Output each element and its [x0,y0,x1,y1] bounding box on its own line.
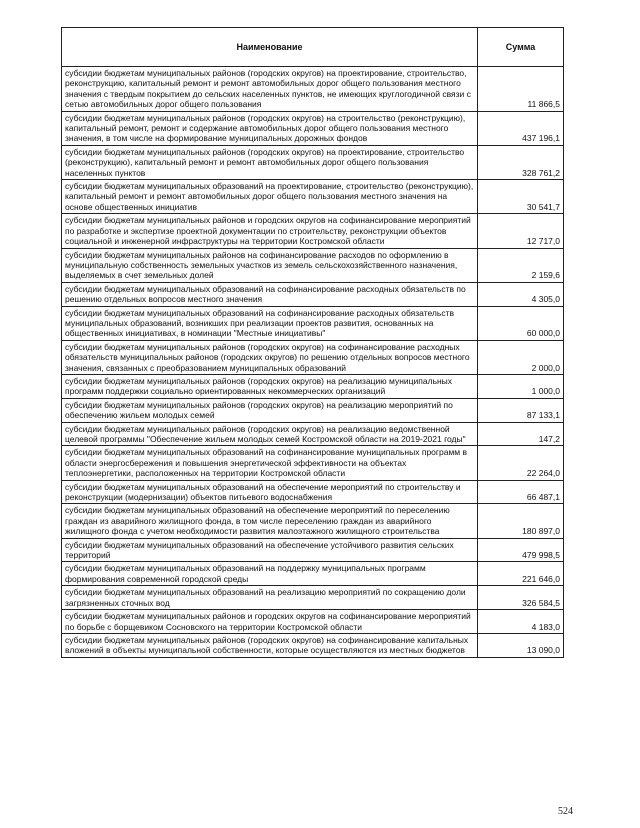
table-row [62,504,564,538]
table-row [62,248,564,282]
row-name: субсидии бюджетам муниципальных образований на проектирование, строительство (реконструкцию), капитальный ремонт и ремонт автомобильных дорог общего пользования местного значения на основе общественных инициатив [62,180,478,214]
table-row [62,586,564,610]
page-number: 524 [558,806,573,817]
row-name: субсидии бюджетам муниципальных районов (городских округов) на софинансирование капитальных вложений в объекты муниципальной собственности, которые осуществляются из местных бюджетов [62,633,478,657]
row-name: субсидии бюджетам муниципальных районов (городских округов) на реализацию ведомственной целевой программы "Обеспечение жильем молодых семей Костромской области на 2019-2021 годы" [62,422,478,446]
table-row [62,398,564,422]
table-row [62,306,564,340]
row-sum: 221 646,0 [478,562,564,586]
row-name: субсидии бюджетам муниципальных образований на софинансирование муниципальных программ в области энергосбережения и повышения энергетической эффективности на объектах теплоэнергетики, расположенных на территории Костромской области [62,446,478,480]
row-sum: 147,2 [478,422,564,446]
table-header-row [62,28,564,67]
row-sum: 2 000,0 [478,340,564,374]
table-row [62,214,564,248]
row-name: субсидии бюджетам муниципальных районов (городских округов) на реализацию мероприятий по обеспечению жильем молодых семей [62,398,478,422]
table-row [62,480,564,504]
table-row [62,67,564,112]
row-sum: 11 866,5 [478,67,564,112]
row-sum: 4 183,0 [478,610,564,634]
table-row [62,562,564,586]
table-row [62,633,564,657]
row-name: субсидии бюджетам муниципальных районов (городских округов) на реализацию муниципальных программ поддержки социально ориентированных некоммерческих организаций [62,374,478,398]
row-name: субсидии бюджетам муниципальных районов и городских округов на софинансирование мероприятий по разработке и экспертизе проектной документации по строительству, реконструкции объектов социальной и инженерной инфраструктуры на территории Костромской области [62,214,478,248]
row-name: субсидии бюджетам муниципальных районов (городских округов) на проектирование, строительство (реконструкцию), капитальный ремонт и ремонт автомобильных дорог общего пользования населенных пунктов [62,145,478,179]
row-name: субсидии бюджетам муниципальных районов (городских округов) на проектирование, строительство, реконструкцию, капитальный ремонт и ремонт автомобильных дорог общего пользования местного значения с твердым покрытием до сельских населенных пунктов, не имеющих круглогодичной связи с сетью автомобильных дорог общего пользования [62,67,478,112]
table-row [62,422,564,446]
row-name: субсидии бюджетам муниципальных образований на софинансирование расходных обязательств по решению отдельных вопросов местного значения [62,282,478,306]
row-sum: 22 264,0 [478,446,564,480]
row-name: субсидии бюджетам муниципальных образований на поддержку муниципальных программ формирования современной городской среды [62,562,478,586]
row-name: субсидии бюджетам муниципальных образований на софинансирование расходных обязательств муниципальных образований, возникших при реализации проектов развития, основанных на общественных инициативах, в номинации "Местные инициативы" [62,306,478,340]
row-name: субсидии бюджетам муниципальных районов на софинансирование расходов по оформлению в муниципальную собственность земельных участков из земель сельскохозяйственного назначения, выделяемых в счет земельных долей [62,248,478,282]
column-header-name: Наименование [62,28,478,67]
row-sum: 479 998,5 [478,538,564,562]
row-sum: 13 090,0 [478,633,564,657]
row-sum: 180 897,0 [478,504,564,538]
table-row [62,610,564,634]
row-name: субсидии бюджетам муниципальных районов (городских округов) на софинансирование расходных обязательств муниципальных районов (городских округов) по решению отдельных вопросов местного значения, связанных с преобразованием муниципальных образований [62,340,478,374]
row-sum: 87 133,1 [478,398,564,422]
table-row [62,111,564,145]
row-name: субсидии бюджетам муниципальных образований на реализацию мероприятий по сокращению доли загрязненных сточных вод [62,586,478,610]
row-sum: 4 305,0 [478,282,564,306]
row-sum: 328 761,2 [478,145,564,179]
row-sum: 60 000,0 [478,306,564,340]
row-name: субсидии бюджетам муниципальных районов (городских округов) на строительство (реконструкцию), капитальный ремонт, ремонт и содержание автомобильных дорог общего пользования местного значения, в том числе на формирование муниципальных дорожных фондов [62,111,478,145]
column-header-sum: Сумма [478,28,564,67]
subsidies-table [61,27,564,658]
row-name: субсидии бюджетам муниципальных образований на обеспечение устойчивого развития сельских территорий [62,538,478,562]
row-name: субсидии бюджетам муниципальных районов и городских округов на софинансирование мероприятий по борьбе с борщевиком Сосновского на территории Костромской области [62,610,478,634]
row-sum: 12 717,0 [478,214,564,248]
row-sum: 437 196,1 [478,111,564,145]
table-row [62,374,564,398]
row-name: субсидии бюджетам муниципальных образований на обеспечение мероприятий по переселению граждан из аварийного жилищного фонда, в том числе переселению граждан из аварийного жилищного фонда с учетом необходимости развития малоэтажного жилищного строительства [62,504,478,538]
table-row [62,145,564,179]
table-row [62,538,564,562]
row-sum: 1 000,0 [478,374,564,398]
table-row [62,340,564,374]
row-sum: 66 487,1 [478,480,564,504]
row-name: субсидии бюджетам муниципальных образований на обеспечение мероприятий по строительству и реконструкции (модернизации) объектов питьевого водоснабжения [62,480,478,504]
table-row [62,180,564,214]
table-row [62,446,564,480]
row-sum: 30 541,7 [478,180,564,214]
row-sum: 2 159,6 [478,248,564,282]
row-sum: 326 584,5 [478,586,564,610]
table-row [62,282,564,306]
